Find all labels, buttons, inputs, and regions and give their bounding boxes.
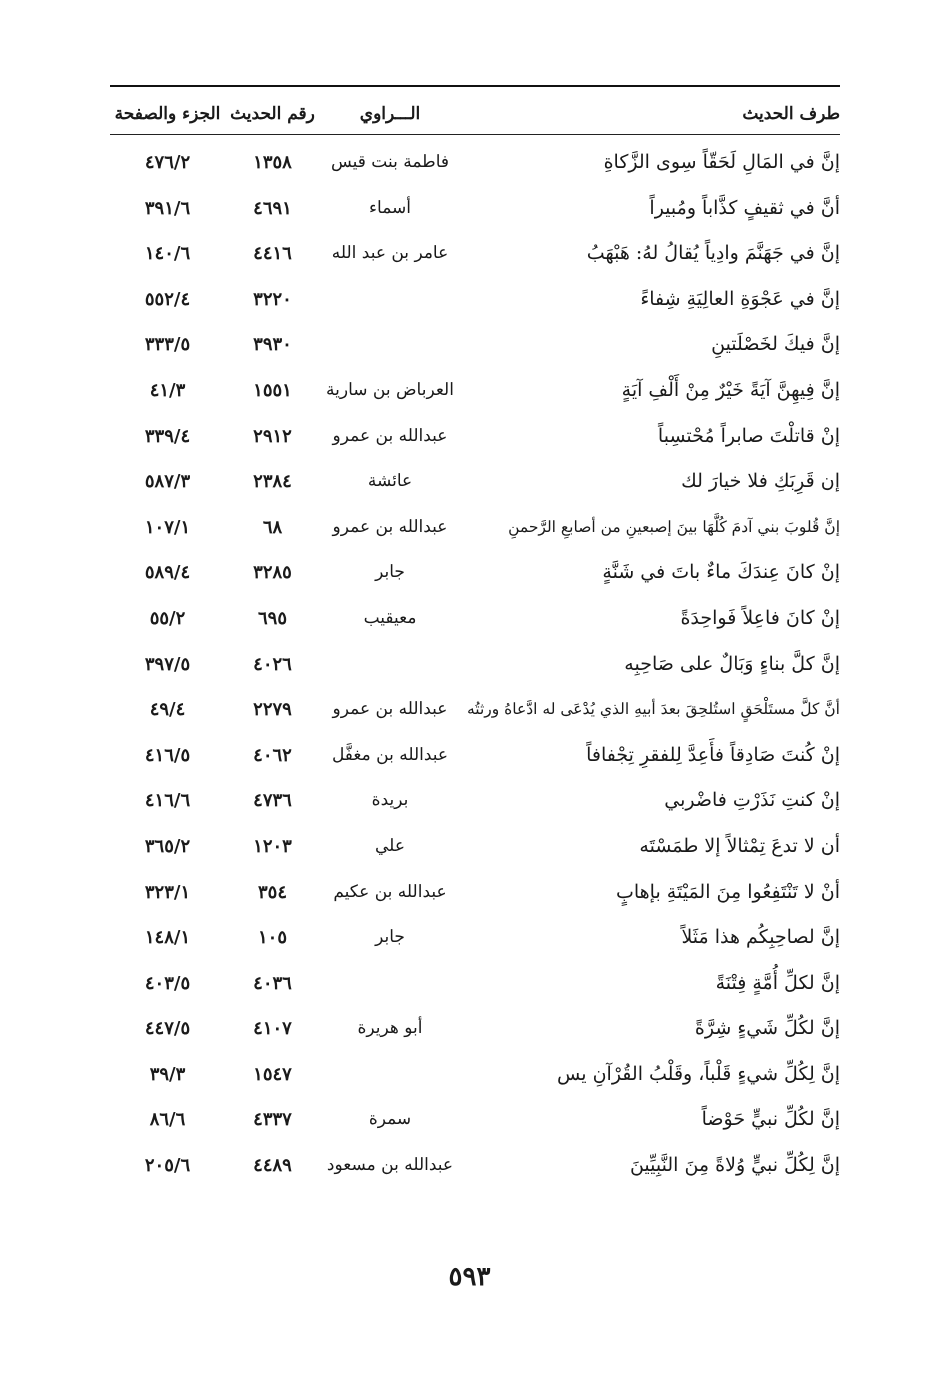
table-row <box>110 870 840 916</box>
hadith-text: إنْ كنتِ نَذَرْتِ فاضْربي <box>664 789 840 812</box>
hadith-number: ٤٧٣٦ <box>253 790 292 812</box>
narrator: علي <box>375 835 405 856</box>
volume-page: ٥٨٧/٣ <box>144 471 191 493</box>
hadith-text: إنَّ كلَّ بناءٍ وَبَالٌ على صَاحِبِه <box>624 652 840 675</box>
hadith-number: ١٠٥ <box>257 927 287 949</box>
volume-page: ٥٥٢/٤ <box>144 288 191 310</box>
hadith-number: ٣٩٣٠ <box>253 334 292 356</box>
volume-page: ٥٨٩/٤ <box>144 562 191 584</box>
volume-page: ٣٢٣/١ <box>144 881 191 903</box>
table-row <box>110 824 840 870</box>
hadith-number: ١٣٥٨ <box>253 152 292 173</box>
hadith-text: إنَّ في جَهَنَّمَ وادِياً يُقالُ لهُ: هَبْهَبُ <box>586 242 840 265</box>
table-row <box>110 733 840 779</box>
hadith-number: ٤٠٢٦ <box>253 653 292 675</box>
hadith-number: ٢٩١٢ <box>253 425 292 447</box>
volume-page: ٤٤٧/٥ <box>144 1018 191 1040</box>
table-row <box>110 687 840 733</box>
table-row <box>110 459 840 505</box>
hadith-number: ٣٢٢٠ <box>253 288 292 310</box>
hadith-number: ٤٠٣٦ <box>253 972 292 994</box>
narrator: عبدالله بن عكيم <box>333 881 447 902</box>
hadith-text: إنَّ لكُلِّ شَيءٍ شِرَّةً <box>694 1017 840 1040</box>
narrator: سمرة <box>368 1109 412 1130</box>
hadith-number: ٦٨ <box>262 516 283 538</box>
hadith-text: إنَّ فيكَ لخَصْلَتينِ <box>711 333 840 356</box>
hadith-number: ٤٣٣٧ <box>253 1109 292 1131</box>
table-row <box>110 1006 840 1052</box>
narrator: أبو هريرة <box>357 1018 423 1039</box>
hadith-number: ١٥٥١ <box>253 379 292 401</box>
table-header <box>110 96 840 132</box>
table-row <box>110 322 840 368</box>
volume-page: ١٤٠/٦ <box>144 243 191 265</box>
table-row <box>110 368 840 414</box>
hadith-text: إنَّ في المَالِ لَحَقّاً سِوى الزَّكاةِ <box>603 151 840 173</box>
volume-page: ٣٩٧/٥ <box>144 653 191 675</box>
header-narrator: الـــراوي <box>359 104 421 124</box>
hadith-number: ٣٢٨٥ <box>253 562 292 584</box>
hadith-text: أنَّ كلَّ مستَلْحَقٍ استُلحِقَ بعدَ أبيهِ الذي يُدْعَى له ادَّعاهُ ورثتُه <box>466 700 840 719</box>
hadith-text: إنْ كانَ فاعِلاً فَواحِدَةً <box>680 606 840 629</box>
narrator: أسماء <box>369 197 411 218</box>
narrator: عبدالله بن عمرو <box>332 425 448 446</box>
volume-page: ٨٦/٦ <box>149 1109 186 1131</box>
hadith-text: إنَّ قُلوبَ بني آدمَ كُلَّهَا بينَ إصبعينِ من أصابعِ الرَّحمنِ <box>508 517 840 536</box>
table-row <box>110 778 840 824</box>
table-row <box>110 414 840 460</box>
hadith-number: ٤٤٨٩ <box>253 1155 292 1177</box>
narrator: معيقيب <box>363 607 417 628</box>
header-hadith: طرف الحديث <box>742 104 840 124</box>
volume-page: ١٠٧/١ <box>144 516 191 538</box>
narrator: عامر بن عبد الله <box>331 243 449 264</box>
hadith-number: ١٢٠٣ <box>253 835 292 857</box>
hadith-number: ٤٦٩١ <box>253 197 292 219</box>
narrator: عبدالله بن مغفَّل <box>331 744 449 765</box>
hadith-text: إنَّ لكُلِّ نبيٍّ حَوْضاً <box>701 1108 840 1131</box>
volume-page: ٤١٦/٦ <box>144 790 191 812</box>
table-row <box>110 550 840 596</box>
table-row <box>110 231 840 277</box>
narrator: عبدالله بن عمرو <box>332 699 448 720</box>
volume-page: ٤٠٣/٥ <box>144 972 191 994</box>
hadith-text: إنْ كانَ عِندَكَ ماءٌ باتَ في شَنَّةٍ <box>602 561 840 584</box>
hadith-number: ١٥٤٧ <box>253 1063 292 1085</box>
table-row <box>110 505 840 551</box>
volume-page: ٣٣٣/٥ <box>144 334 191 356</box>
volume-page: ٤١٦/٥ <box>144 744 191 766</box>
hadith-text: إنَّ لصاحِبِكُم هذا مَثَلاً <box>681 926 840 949</box>
narrator: بريدة <box>371 790 409 811</box>
table-row <box>110 277 840 323</box>
volume-page: ٣٩١/٦ <box>144 197 191 219</box>
volume-page: ٣٣٩/٤ <box>144 425 191 447</box>
table-row <box>110 915 840 961</box>
narrator: جابر <box>375 927 405 948</box>
table-row <box>110 186 840 232</box>
volume-page: ٥٥/٢ <box>149 607 186 629</box>
narrator: جابر <box>375 562 405 583</box>
narrator: عبدالله بن مسعود <box>326 1155 454 1176</box>
hadith-text: إنْ كُنتَ صَادِقاً فأَعِدَّ لِلفقرِ تِجْفافاً <box>586 743 840 766</box>
table-row <box>110 140 840 186</box>
table-row <box>110 1052 840 1098</box>
volume-page: ٣٩/٣ <box>149 1063 186 1085</box>
table-row <box>110 961 840 1007</box>
hadith-text: إنَّ فِيهِنَّ آيَةً خَيْرٌ مِنْ أَلْفِ آيَةٍ <box>621 378 840 401</box>
volume-page: ٢٠٥/٦ <box>144 1155 191 1177</box>
volume-page: ٣٦٥/٢ <box>144 835 191 857</box>
volume-page: ٤٩/٤ <box>149 699 186 721</box>
hadith-number: ٤٤١٦ <box>253 243 292 265</box>
narrator: فاطمة بنت قيس <box>330 152 450 172</box>
narrator: عبدالله بن عمرو <box>332 516 448 537</box>
hadith-text: إنْ قاتلْتَ صابراً مُحْتسِباً <box>657 424 840 447</box>
hadith-number: ٢٢٧٩ <box>253 699 292 721</box>
hadith-number: ٤١٠٧ <box>253 1018 292 1040</box>
narrator: العرباض بن سارية <box>326 379 454 400</box>
hadith-text: إنَّ لِكُلِّ نبيٍّ وُلاةً مِنَ النَّبِيِّينَ <box>629 1154 840 1177</box>
header-number: رقم الحديث <box>230 104 315 124</box>
hadith-text: إن قَرِبَكِ فلا خيارَ لك <box>681 470 840 493</box>
hadith-number: ٣٥٤ <box>257 881 287 903</box>
hadith-number: ٢٣٨٤ <box>253 471 292 493</box>
volume-page: ٤٧٦/٢ <box>144 152 191 173</box>
page-number: ٥٩٣ <box>448 1262 491 1292</box>
header-volume-page: الجزء والصفحة <box>114 104 221 124</box>
hadith-text: إنَّ لِكُلِّ شيءٍ قَلْباً، وقَلْبُ القُرْآنِ يس <box>557 1062 840 1085</box>
hadith-text: أنْ لا تَنْتَفِعُوا مِنَ المَيْتَةِ بإهابٍ <box>615 880 840 903</box>
narrator: عائشة <box>367 471 413 492</box>
table-row <box>110 596 840 642</box>
top-rule <box>110 85 840 87</box>
hadith-index-table <box>110 140 840 1189</box>
table-row <box>110 1143 840 1189</box>
header-rule <box>110 134 840 135</box>
hadith-number: ٤٠٦٢ <box>253 744 292 766</box>
volume-page: ١٤٨/١ <box>144 927 191 949</box>
hadith-number: ٦٩٥ <box>257 607 287 629</box>
hadith-text: أن لا تدعَ تِمْثالاً إلا طمَسْتَه <box>639 834 840 857</box>
hadith-text: إنَّ لكلِّ أُمَّةٍ فِتْنَةً <box>715 971 840 994</box>
table-row <box>110 1097 840 1143</box>
table-row <box>110 642 840 688</box>
hadith-text: أنَّ في ثقيفٍ كذَّاباً ومُبيراً <box>649 196 840 219</box>
hadith-text: إنَّ في عَجْوَةِ العالِيَةِ شِفاءً <box>640 287 840 310</box>
volume-page: ٤١/٣ <box>149 379 186 401</box>
